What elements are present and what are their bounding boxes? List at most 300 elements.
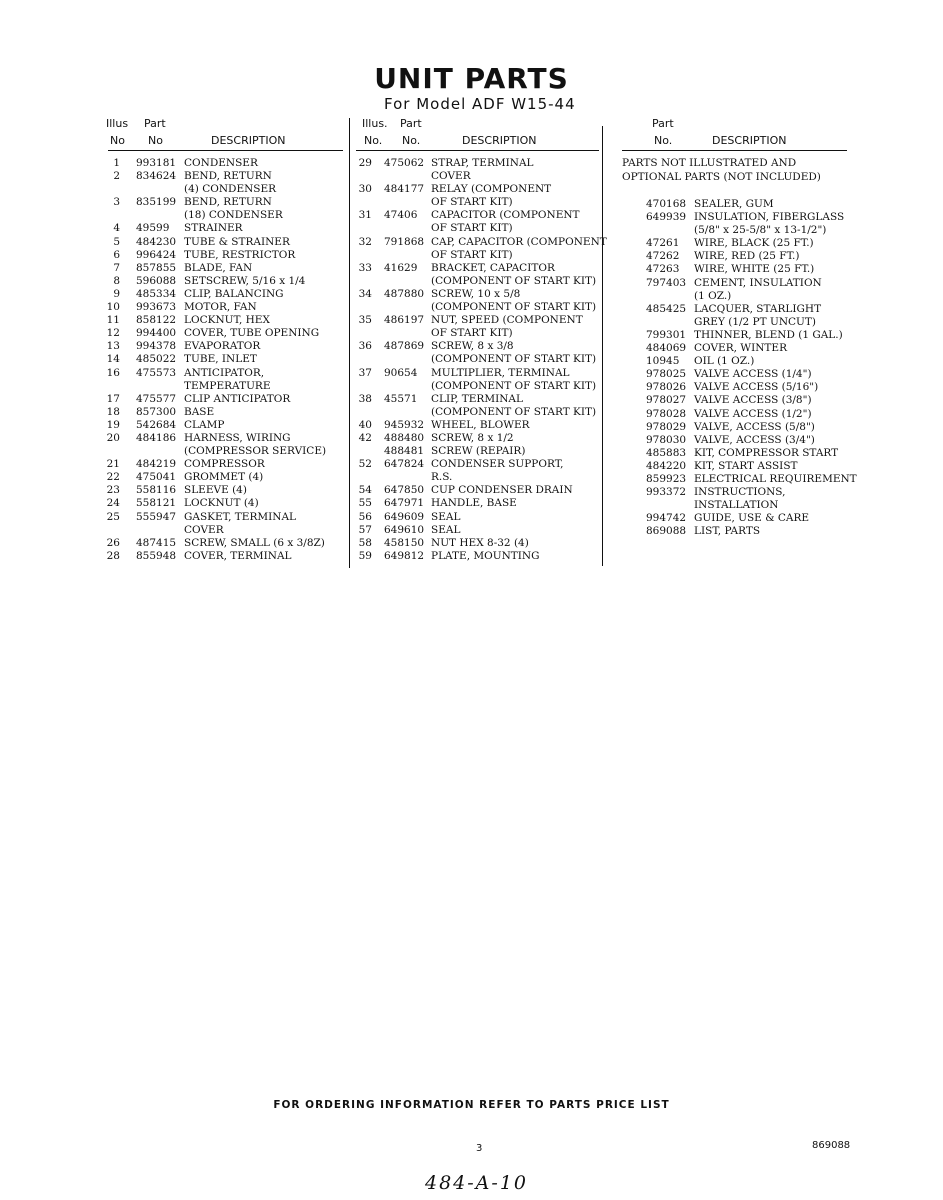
parts-row xyxy=(622,512,847,525)
part-number: 485334 xyxy=(136,287,177,300)
parts-row xyxy=(356,209,599,222)
part-description: TEMPERATURE xyxy=(184,379,271,392)
illus-number: 12 xyxy=(106,327,120,340)
illus-number: 59 xyxy=(358,549,372,562)
part-number: 994378 xyxy=(136,340,177,353)
part-number: 649812 xyxy=(384,549,425,562)
illus-number: 4 xyxy=(113,222,120,235)
parts-row xyxy=(108,419,343,432)
parts-row xyxy=(108,471,343,484)
part-description: COVER, TERMINAL xyxy=(184,549,292,562)
part-description: SLEEVE (4) xyxy=(184,484,247,497)
parts-row xyxy=(108,340,343,353)
parts-row xyxy=(356,419,599,432)
parts-row xyxy=(108,367,343,380)
parts-row xyxy=(108,236,343,249)
illus-number: 11 xyxy=(106,314,120,327)
part-description: COVER, TUBE OPENING xyxy=(184,327,320,340)
parts-row xyxy=(622,525,847,538)
illus-number: 54 xyxy=(358,484,372,497)
part-number: 485425 xyxy=(646,302,687,315)
illus-number: 55 xyxy=(358,497,372,510)
parts-row xyxy=(622,472,857,486)
part-number: 487415 xyxy=(136,536,177,549)
illus-number: 40 xyxy=(358,418,372,431)
part-description: VALVE, ACCESS (5/8") xyxy=(694,420,815,433)
part-number: 835199 xyxy=(136,196,177,209)
part-number: 978027 xyxy=(646,394,687,407)
parts-row xyxy=(356,511,599,524)
part-description: BEND, RETURN xyxy=(184,196,272,209)
part-description: VALVE ACCESS (5/16") xyxy=(694,381,819,394)
part-description: RELAY (COMPONENT xyxy=(431,183,552,196)
part-no-header: No xyxy=(148,134,163,147)
part-number: 857300 xyxy=(136,405,177,418)
part-description: GASKET, TERMINAL xyxy=(184,510,297,523)
parts-row xyxy=(622,342,847,355)
part-description: CLIP, TERMINAL xyxy=(431,392,523,405)
part-description: (4) CONDENSER xyxy=(184,183,277,196)
illus-number: 52 xyxy=(358,458,372,471)
part-description: TUBE, INLET xyxy=(184,353,257,366)
part-number: 797403 xyxy=(646,276,687,289)
part-description: BLADE, FAN xyxy=(184,261,253,274)
part-description: (COMPONENT OF START KIT) xyxy=(431,301,597,314)
illus-number: 28 xyxy=(106,549,120,562)
parts-row xyxy=(356,222,599,235)
part-description: TUBE, RESTRICTOR xyxy=(184,248,296,261)
illus-number: 14 xyxy=(106,353,120,366)
part-description: ANTICIPATOR, xyxy=(184,366,265,379)
parts-row xyxy=(108,288,343,301)
parts-row xyxy=(356,170,599,183)
parts-row xyxy=(356,327,599,340)
parts-list xyxy=(622,198,857,538)
parts-row xyxy=(108,497,343,510)
handwritten-note: 484-A-10 xyxy=(425,1172,529,1194)
parts-row xyxy=(622,224,847,237)
note-line: OPTIONAL PARTS (NOT INCLUDED) xyxy=(622,171,821,183)
column-divider xyxy=(602,126,603,566)
part-number: 649610 xyxy=(384,523,425,536)
parts-row xyxy=(622,263,847,276)
parts-row xyxy=(622,303,847,316)
part-description: HARNESS, WIRING xyxy=(184,431,291,444)
parts-row xyxy=(108,222,343,235)
part-description: (5/8" x 25-5/8" x 13-1/2") xyxy=(694,224,827,237)
parts-row xyxy=(108,406,343,419)
part-number: 484219 xyxy=(136,458,177,471)
parts-row xyxy=(622,211,847,224)
part-description: CAP, CAPACITOR (COMPONENT xyxy=(431,235,607,248)
parts-row xyxy=(356,157,599,170)
illus-number: 30 xyxy=(358,183,372,196)
parts-row xyxy=(356,314,599,327)
part-number: 558121 xyxy=(136,497,177,510)
part-number: 799301 xyxy=(646,328,687,341)
parts-row xyxy=(108,262,343,275)
parts-row xyxy=(356,550,599,563)
part-description: (18) CONDENSER xyxy=(184,209,283,222)
part-number: 542684 xyxy=(136,418,177,431)
part-description: WHEEL, BLOWER xyxy=(431,418,530,431)
parts-row xyxy=(108,393,343,406)
parts-row xyxy=(108,314,343,327)
part-number: 45571 xyxy=(384,392,418,405)
part-description: CONDENSER SUPPORT, xyxy=(431,458,564,471)
illus-number: 6 xyxy=(113,248,120,261)
part-number: 484177 xyxy=(384,183,425,196)
part-number: 487869 xyxy=(384,340,425,353)
part-description: LOCKNUT, HEX xyxy=(184,314,270,327)
part-description: COVER xyxy=(184,523,224,536)
part-number: 475041 xyxy=(136,471,177,484)
part-number: 484069 xyxy=(646,342,687,355)
part-number: 49599 xyxy=(136,222,170,235)
part-number: 649609 xyxy=(384,510,425,523)
part-description: SCREW, 8 x 3/8 xyxy=(431,340,514,353)
illus-number: 33 xyxy=(358,261,372,274)
part-description: INSTALLATION xyxy=(694,499,779,512)
parts-row xyxy=(108,196,343,209)
part-number: 994742 xyxy=(646,512,687,525)
part-description: INSULATION, FIBERGLASS xyxy=(694,211,845,224)
not-illustrated-note xyxy=(622,156,821,184)
part-description: CLIP ANTICIPATOR xyxy=(184,392,291,405)
part-description: CLIP, BALANCING xyxy=(184,287,284,300)
part-description: OF START KIT) xyxy=(431,222,513,235)
part-description: SCREW, SMALL (6 x 3/8Z) xyxy=(184,536,325,549)
part-description: (COMPONENT OF START KIT) xyxy=(431,379,597,392)
parts-row xyxy=(108,484,343,497)
part-number: 41629 xyxy=(384,261,418,274)
parts-row xyxy=(356,432,599,445)
part-description: CLAMP xyxy=(184,418,225,431)
parts-row xyxy=(108,550,343,563)
parts-row xyxy=(622,237,847,250)
parts-row xyxy=(356,367,599,380)
part-number: 487880 xyxy=(384,287,425,300)
part-description: VALVE ACCESS (1/4") xyxy=(694,368,812,381)
part-no-header: No. xyxy=(654,134,673,147)
illus-number: 26 xyxy=(106,536,120,549)
part-description: PLATE, MOUNTING xyxy=(431,549,540,562)
part-description: LIST, PARTS xyxy=(694,525,761,538)
part-description: R.S. xyxy=(431,471,453,484)
illus-number: 42 xyxy=(358,431,372,444)
illus-number: 35 xyxy=(358,314,372,327)
illus-number: 10 xyxy=(106,301,120,314)
parts-row xyxy=(356,353,599,366)
parts-row xyxy=(622,368,847,381)
illus-number: 56 xyxy=(358,510,372,523)
parts-row xyxy=(108,380,343,393)
no-header: No. xyxy=(364,134,383,147)
part-number: 485022 xyxy=(136,353,177,366)
no-header: No xyxy=(110,134,125,147)
part-number: 834624 xyxy=(136,170,177,183)
part-number: 90654 xyxy=(384,366,418,379)
part-number: 486197 xyxy=(384,314,425,327)
part-number: 978029 xyxy=(646,420,687,433)
part-description: MULTIPLIER, TERMINAL xyxy=(431,366,570,379)
part-description: (COMPONENT OF START KIT) xyxy=(431,405,597,418)
part-number: 993673 xyxy=(136,301,177,314)
part-number: 978025 xyxy=(646,368,687,381)
parts-row xyxy=(356,406,599,419)
illus-number: 58 xyxy=(358,536,372,549)
illus-number: 24 xyxy=(106,497,120,510)
parts-row xyxy=(622,434,847,447)
page-title: UNIT PARTS xyxy=(374,62,569,95)
part-description: COMPRESSOR xyxy=(184,458,265,471)
part-header: Part xyxy=(400,117,422,130)
part-description: BEND, RETURN xyxy=(184,170,272,183)
parts-row xyxy=(108,353,343,366)
parts-row xyxy=(622,277,847,290)
parts-row xyxy=(108,458,343,471)
parts-row xyxy=(356,445,599,458)
column-header xyxy=(622,116,847,151)
description-header: DESCRIPTION xyxy=(211,134,286,147)
page-number: 3 xyxy=(476,1143,483,1154)
illus-number: 2 xyxy=(113,170,120,183)
parts-row xyxy=(356,235,607,249)
parts-row xyxy=(356,471,599,484)
part-description: COVER, WINTER xyxy=(694,342,787,355)
part-number: 475573 xyxy=(136,366,177,379)
part-number: 485883 xyxy=(646,446,687,459)
part-description: STRAP, TERMINAL xyxy=(431,157,534,169)
part-description: SCREW, 8 x 1/2 xyxy=(431,431,514,444)
part-description: OF START KIT) xyxy=(431,327,513,340)
part-number: 994400 xyxy=(136,327,177,340)
illus-number: 7 xyxy=(113,261,120,274)
part-description: SEAL xyxy=(431,523,461,536)
column-header xyxy=(108,116,343,151)
illus-number: 8 xyxy=(113,274,120,287)
part-description: ELECTRICAL REQUIREMENT xyxy=(694,472,857,485)
part-description: STRAINER xyxy=(184,222,243,235)
part-number: 993372 xyxy=(646,486,687,499)
parts-row xyxy=(622,447,847,460)
parts-row xyxy=(356,275,599,288)
parts-row xyxy=(622,486,847,499)
illus-number: 17 xyxy=(106,392,120,405)
part-description: (COMPONENT OF START KIT) xyxy=(431,353,597,366)
parts-row xyxy=(108,537,343,550)
part-number: 859923 xyxy=(646,472,687,485)
column-divider xyxy=(349,118,350,568)
part-description: NUT, SPEED (COMPONENT xyxy=(431,314,583,327)
part-number: 857855 xyxy=(136,261,177,274)
part-description: HANDLE, BASE xyxy=(431,497,517,510)
part-description: CONDENSER xyxy=(184,157,258,169)
part-number: 47406 xyxy=(384,209,418,222)
part-number: 978028 xyxy=(646,407,687,420)
parts-row xyxy=(108,183,343,196)
part-description: GREY (1/2 PT UNCUT) xyxy=(694,315,816,328)
parts-row xyxy=(622,198,847,211)
part-description: SEAL xyxy=(431,510,461,523)
illus-number: 9 xyxy=(113,287,120,300)
parts-row xyxy=(356,524,599,537)
part-description: LOCKNUT (4) xyxy=(184,497,259,510)
parts-column-2 xyxy=(356,116,607,563)
part-description: INSTRUCTIONS, xyxy=(694,486,786,499)
description-header: DESCRIPTION xyxy=(462,134,537,147)
parts-row xyxy=(622,421,847,434)
parts-row xyxy=(356,458,599,471)
column-header xyxy=(356,116,599,151)
illus-number: 22 xyxy=(106,471,120,484)
parts-row xyxy=(108,511,343,524)
part-number: 596088 xyxy=(136,274,177,287)
parts-column-1 xyxy=(108,116,343,563)
part-description: LACQUER, STARLIGHT xyxy=(694,302,822,315)
part-description: WIRE, RED (25 FT.) xyxy=(694,250,800,263)
illus-number: 57 xyxy=(358,523,372,536)
part-number: 10945 xyxy=(646,355,680,368)
parts-row xyxy=(356,183,599,196)
illus-number: 32 xyxy=(358,235,372,248)
illus-number: 34 xyxy=(358,287,372,300)
illus-number: 19 xyxy=(106,418,120,431)
part-description: (COMPONENT OF START KIT) xyxy=(431,274,597,287)
parts-row xyxy=(108,445,343,458)
illus-number: 1 xyxy=(113,157,120,169)
parts-row xyxy=(356,537,599,550)
part-number: 855948 xyxy=(136,549,177,562)
illus-header: Illus. xyxy=(362,117,388,130)
parts-row xyxy=(108,170,343,183)
part-description: KIT, START ASSIST xyxy=(694,459,798,472)
parts-row xyxy=(108,157,343,170)
part-description: KIT, COMPRESSOR START xyxy=(694,446,839,459)
part-number: 475062 xyxy=(384,157,425,169)
part-description: OF START KIT) xyxy=(431,248,513,261)
part-description: (1 OZ.) xyxy=(694,289,732,302)
parts-row xyxy=(622,329,847,342)
part-description: EVAPORATOR xyxy=(184,340,261,353)
part-number: 488481 xyxy=(384,445,425,458)
part-description: GUIDE, USE & CARE xyxy=(694,512,810,525)
illus-header: Illus xyxy=(106,117,129,130)
part-number: 647850 xyxy=(384,484,425,497)
part-number: 647971 xyxy=(384,497,425,510)
illus-number: 21 xyxy=(106,458,120,471)
part-number: 484220 xyxy=(646,459,687,472)
illus-number: 36 xyxy=(358,340,372,353)
document-id: 869088 xyxy=(812,1140,851,1151)
parts-row xyxy=(356,484,599,497)
part-description: SCREW (REPAIR) xyxy=(431,445,526,458)
part-number: 555947 xyxy=(136,510,177,523)
illus-number: 31 xyxy=(358,209,372,222)
part-description: VALVE, ACCESS (3/4") xyxy=(694,433,815,446)
illus-number: 38 xyxy=(358,392,372,405)
parts-row xyxy=(622,250,847,263)
part-number: 47263 xyxy=(646,263,680,276)
part-number: 978026 xyxy=(646,381,687,394)
parts-row xyxy=(356,340,599,353)
part-number: 484186 xyxy=(136,431,177,444)
part-description: MOTOR, FAN xyxy=(184,301,257,314)
illus-number: 23 xyxy=(106,484,120,497)
description-header: DESCRIPTION xyxy=(712,134,787,147)
part-number: 488480 xyxy=(384,431,425,444)
part-no-header: No. xyxy=(402,134,421,147)
parts-row xyxy=(356,288,599,301)
parts-row xyxy=(622,381,847,394)
part-description: WIRE, WHITE (25 FT.) xyxy=(694,263,815,276)
part-description: SCREW, 10 x 5/8 xyxy=(431,287,521,300)
illus-number: 3 xyxy=(113,196,120,209)
part-number: 996424 xyxy=(136,248,177,261)
part-description: VALVE ACCESS (3/8") xyxy=(694,394,812,407)
parts-row xyxy=(356,301,599,314)
part-description: OIL (1 OZ.) xyxy=(694,355,755,368)
parts-list xyxy=(356,157,607,563)
illus-number: 13 xyxy=(106,340,120,353)
parts-row xyxy=(356,196,599,209)
optional-parts-list xyxy=(622,192,857,538)
part-description: NUT HEX 8-32 (4) xyxy=(431,536,529,549)
part-description: SETSCREW, 5/16 x 1/4 xyxy=(184,274,306,287)
illus-number: 18 xyxy=(106,405,120,418)
part-number: 649939 xyxy=(646,211,687,224)
part-description: CEMENT, INSULATION xyxy=(694,276,822,289)
part-number: 475577 xyxy=(136,392,177,405)
parts-row xyxy=(108,327,343,340)
illus-number: 37 xyxy=(358,366,372,379)
parts-row xyxy=(108,432,343,445)
part-number: 47262 xyxy=(646,250,680,263)
part-number: 47261 xyxy=(646,237,680,250)
part-description: BASE xyxy=(184,405,215,418)
part-number: 484230 xyxy=(136,235,177,248)
part-description: OF START KIT) xyxy=(431,196,513,209)
parts-row xyxy=(108,301,343,314)
part-number: 470168 xyxy=(646,198,687,210)
part-number: 869088 xyxy=(646,525,687,538)
part-number: 791868 xyxy=(384,235,425,248)
part-number: 978030 xyxy=(646,433,687,446)
illus-number: 16 xyxy=(106,366,120,379)
parts-row xyxy=(356,249,599,262)
parts-row xyxy=(622,355,847,368)
ordering-footer: FOR ORDERING INFORMATION REFER TO PARTS PRICE LIST xyxy=(273,1099,670,1111)
parts-row xyxy=(356,262,599,275)
illus-number: 5 xyxy=(113,235,120,248)
part-number: 945932 xyxy=(384,418,425,431)
parts-row xyxy=(356,497,599,510)
parts-row xyxy=(108,524,343,537)
parts-row xyxy=(108,275,343,288)
part-number: 993181 xyxy=(136,157,177,169)
note-line: PARTS NOT ILLUSTRATED AND xyxy=(622,157,797,169)
parts-row xyxy=(356,380,599,393)
part-description: SEALER, GUM xyxy=(694,198,774,210)
illus-number: 20 xyxy=(106,431,120,444)
parts-row xyxy=(622,460,847,473)
parts-row xyxy=(622,394,847,407)
part-header: Part xyxy=(652,117,674,130)
part-description: VALVE ACCESS (1/2") xyxy=(694,407,812,420)
part-description: WIRE, BLACK (25 FT.) xyxy=(694,237,814,250)
parts-column-3 xyxy=(622,116,847,151)
parts-row xyxy=(622,316,847,329)
